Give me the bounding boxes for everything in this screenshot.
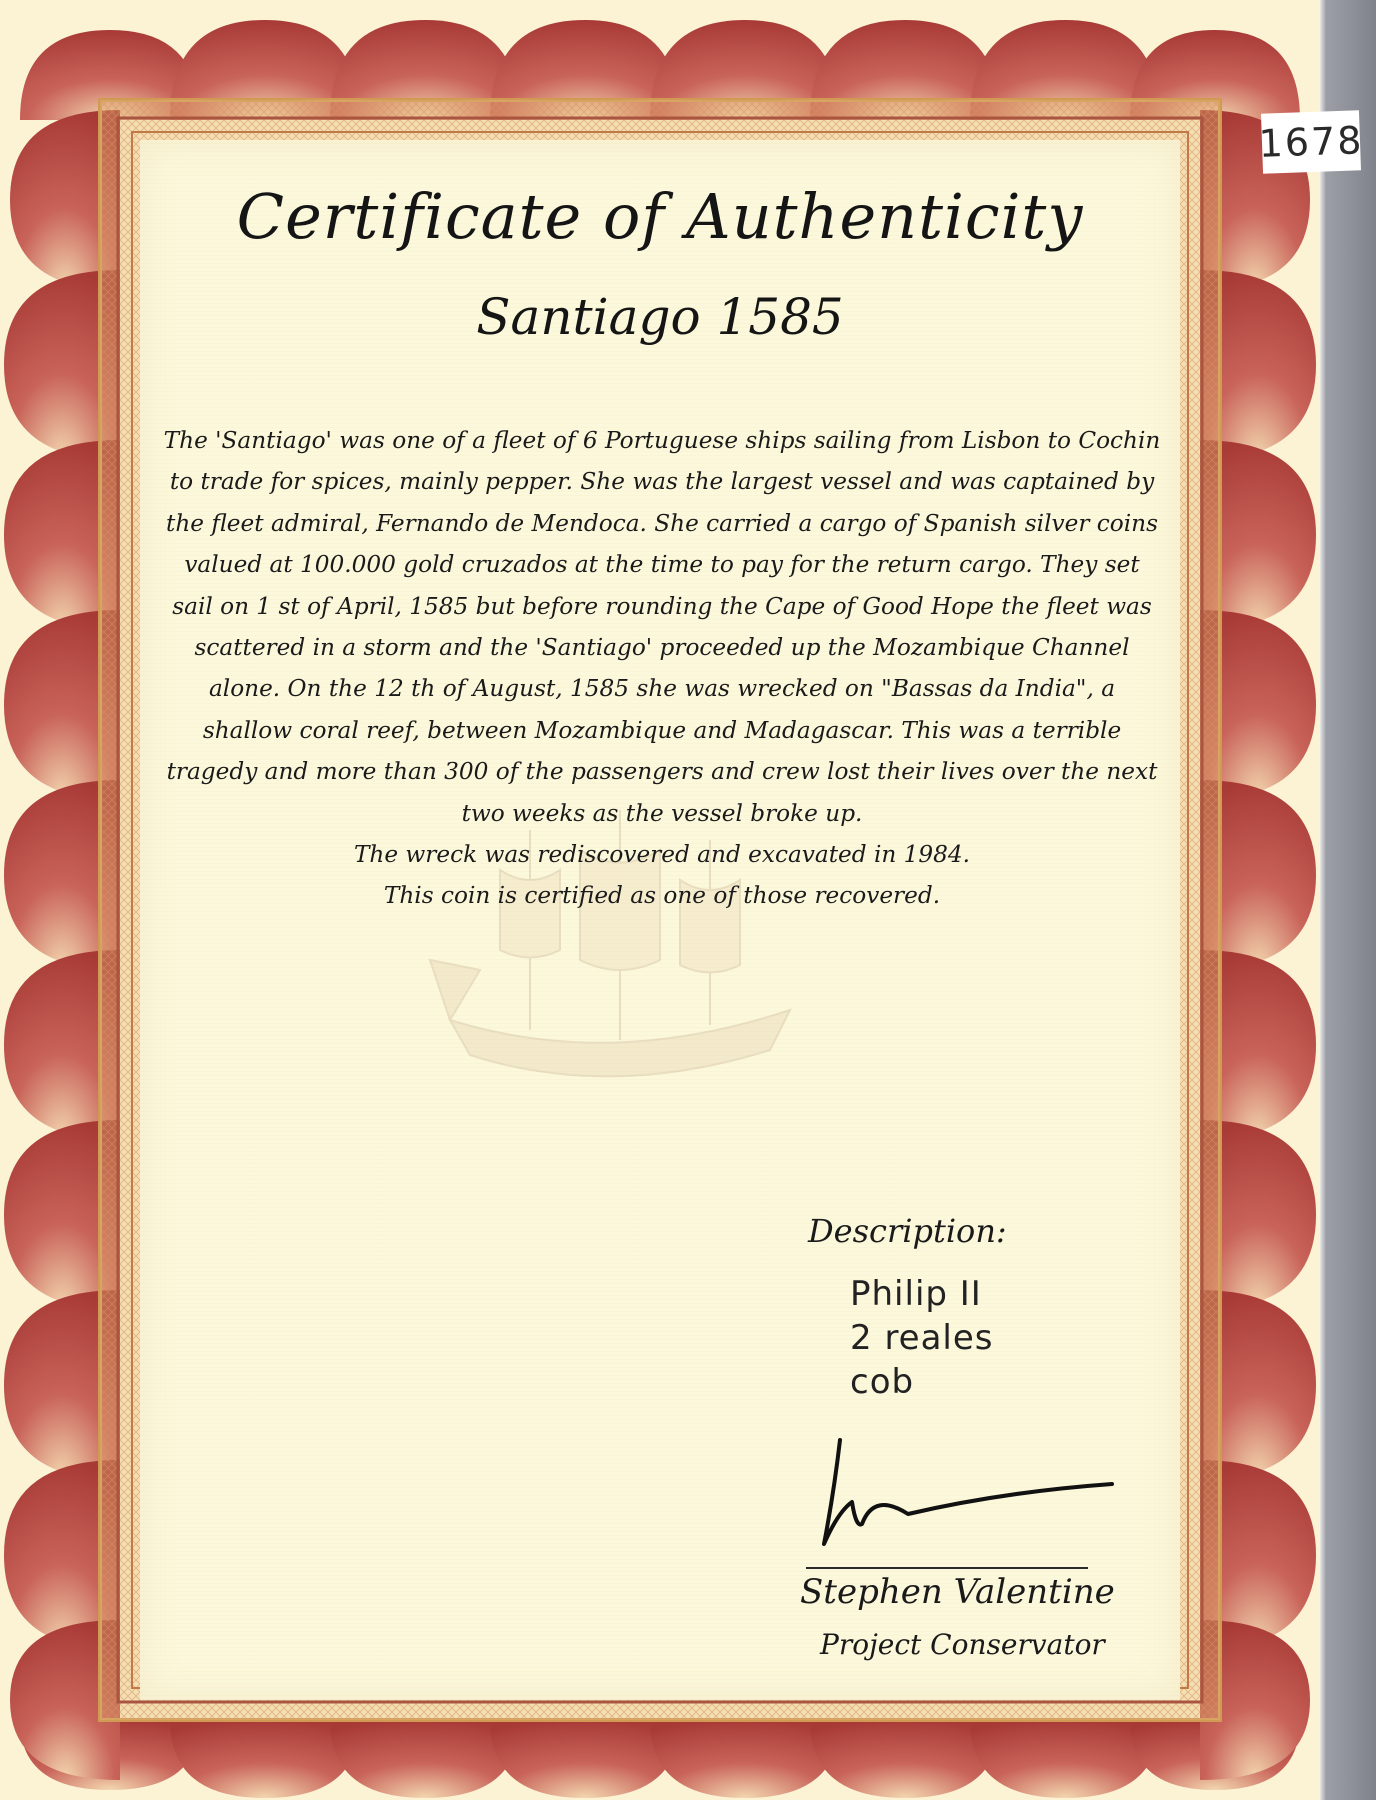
description-line: cob <box>850 1362 915 1402</box>
description-line: 2 reales <box>850 1318 994 1358</box>
history-paragraph: The 'Santiago' was one of a fleet of 6 Portuguese ships sailing from Lisbon to Cochin to trade for spices, mainly pepper. She was the largest vessel and was captained by the fleet admiral, Fernando de Mendoca. She carried a cargo of Spanish silver coins valued at 100.000 gold cruzados at the time to pay for the return cargo. They set sail on 1 st of April, 1585 but before rounding the Cape of Good Hope the fleet was scattered in a storm and the 'Santiago' proceeded up the Mozambique Channel alone. On the 12 th of August, 1585 she was wrecked on "Bassas da India", a shallow coral reef, between Mozambique and Madagascar. This was a terrible tragedy and more than 300 of the passengers and crew lost their lives over the next two weeks as the vessel broke up. <box>163 427 1161 827</box>
signer-title: Project Conservator <box>820 1628 1105 1661</box>
handwritten-signature <box>812 1432 1122 1552</box>
certification-paragraph: This coin is certified as one of those recovered. <box>383 882 941 910</box>
inventory-number-label: 1678 <box>1261 110 1361 173</box>
scanner-edge <box>1314 0 1376 1800</box>
description-label: Description: <box>808 1212 1007 1250</box>
certificate-subtitle: Santiago 1585 <box>476 288 844 346</box>
description-line: Philip II <box>850 1274 982 1314</box>
rediscovery-paragraph: The wreck was rediscovered and excavated in 1984. <box>353 841 971 869</box>
history-text <box>162 420 1162 917</box>
signer-name: Stephen Valentine <box>800 1572 1115 1612</box>
certificate-title: Certificate of Authenticity <box>236 180 1084 253</box>
description-handwritten <box>850 1272 994 1404</box>
signature-line <box>806 1567 1088 1569</box>
